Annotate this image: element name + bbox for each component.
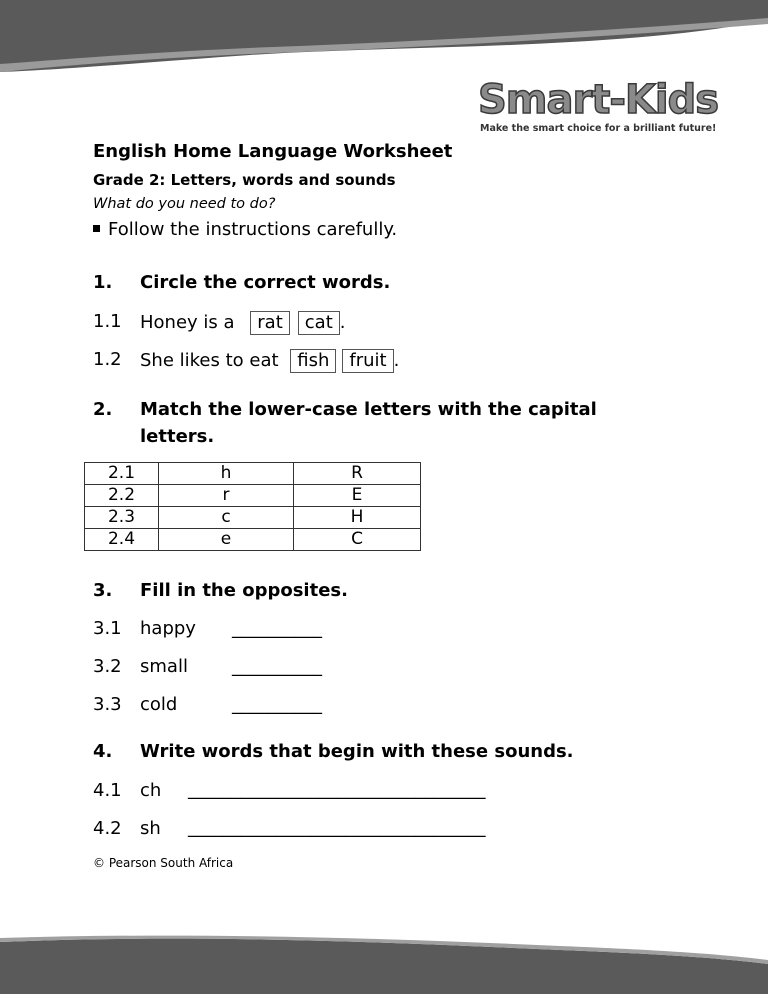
item-3-2-number: 3.2 [93, 656, 122, 677]
item-1-1-row [140, 311, 346, 335]
question-2-text-line2: letters. [140, 426, 215, 447]
row-number: 2.2 [85, 485, 159, 507]
matching-table [84, 462, 421, 551]
table-row [85, 463, 421, 485]
capital-letter[interactable]: E [294, 485, 421, 507]
top-border-wave [0, 0, 768, 80]
question-2-text-line1: Match the lower-case letters with the capital [140, 399, 597, 420]
lower-case-letter[interactable]: h [159, 463, 294, 485]
lower-case-letter[interactable]: e [159, 529, 294, 551]
logo-brand: Smart-Kids [478, 77, 719, 123]
option-fruit[interactable]: fruit [342, 349, 393, 373]
item-3-3-answer-line[interactable]: __________ [232, 694, 322, 715]
item-4-1-answer-line[interactable]: __________________________________ [188, 780, 486, 800]
item-4-2-number: 4.2 [93, 818, 122, 839]
instruction-text: Follow the instructions carefully. [108, 219, 398, 240]
table-row [85, 485, 421, 507]
question-1-number: 1. [93, 272, 113, 293]
worksheet-title: English Home Language Worksheet [93, 141, 453, 162]
item-1-2-text: She likes to eat [140, 350, 279, 371]
item-1-2-period: . [393, 350, 400, 371]
bullet-square-icon [93, 225, 100, 232]
item-3-2-answer-line[interactable]: __________ [232, 656, 322, 677]
worksheet-subtitle: Grade 2: Letters, words and sounds [93, 171, 396, 189]
question-4-number: 4. [93, 741, 113, 762]
lower-case-letter[interactable]: r [159, 485, 294, 507]
table-row [85, 529, 421, 551]
smart-kids-logo [478, 78, 728, 138]
logo-tagline: Make the smart choice for a brilliant future! [480, 123, 717, 134]
capital-letter[interactable]: C [294, 529, 421, 551]
item-3-2-word: small [140, 656, 188, 677]
capital-letter[interactable]: R [294, 463, 421, 485]
item-3-3-word: cold [140, 694, 178, 715]
row-number: 2.1 [85, 463, 159, 485]
option-cat[interactable]: cat [298, 311, 340, 335]
item-3-3-number: 3.3 [93, 694, 122, 715]
question-2-number: 2. [93, 399, 113, 420]
item-4-1-sound: ch [140, 780, 162, 801]
capital-letter[interactable]: H [294, 507, 421, 529]
question-3-text: Fill in the opposites. [140, 580, 348, 601]
item-1-1-period: . [339, 312, 346, 333]
item-4-1-number: 4.1 [93, 780, 122, 801]
row-number: 2.4 [85, 529, 159, 551]
copyright-notice: © Pearson South Africa [93, 856, 234, 870]
item-3-1-number: 3.1 [93, 618, 122, 639]
item-3-1-answer-line[interactable]: __________ [232, 618, 322, 639]
item-1-2-number: 1.2 [93, 349, 122, 370]
item-1-1-number: 1.1 [93, 311, 122, 332]
instruction-bullet [93, 219, 397, 240]
option-fish[interactable]: fish [290, 349, 336, 373]
item-4-2-answer-line[interactable]: __________________________________ [188, 818, 486, 838]
item-1-1-text: Honey is a [140, 312, 235, 333]
lower-case-letter[interactable]: c [159, 507, 294, 529]
table-row [85, 507, 421, 529]
item-1-2-row [140, 349, 399, 373]
question-1-text: Circle the correct words. [140, 272, 391, 293]
row-number: 2.3 [85, 507, 159, 529]
option-rat[interactable]: rat [250, 311, 290, 335]
question-3-number: 3. [93, 580, 113, 601]
instructions-prompt: What do you need to do? [93, 196, 276, 212]
bottom-border-wave [0, 934, 768, 994]
question-4-text: Write words that begin with these sounds. [140, 741, 574, 762]
item-4-2-sound: sh [140, 818, 161, 839]
item-3-1-word: happy [140, 618, 196, 639]
